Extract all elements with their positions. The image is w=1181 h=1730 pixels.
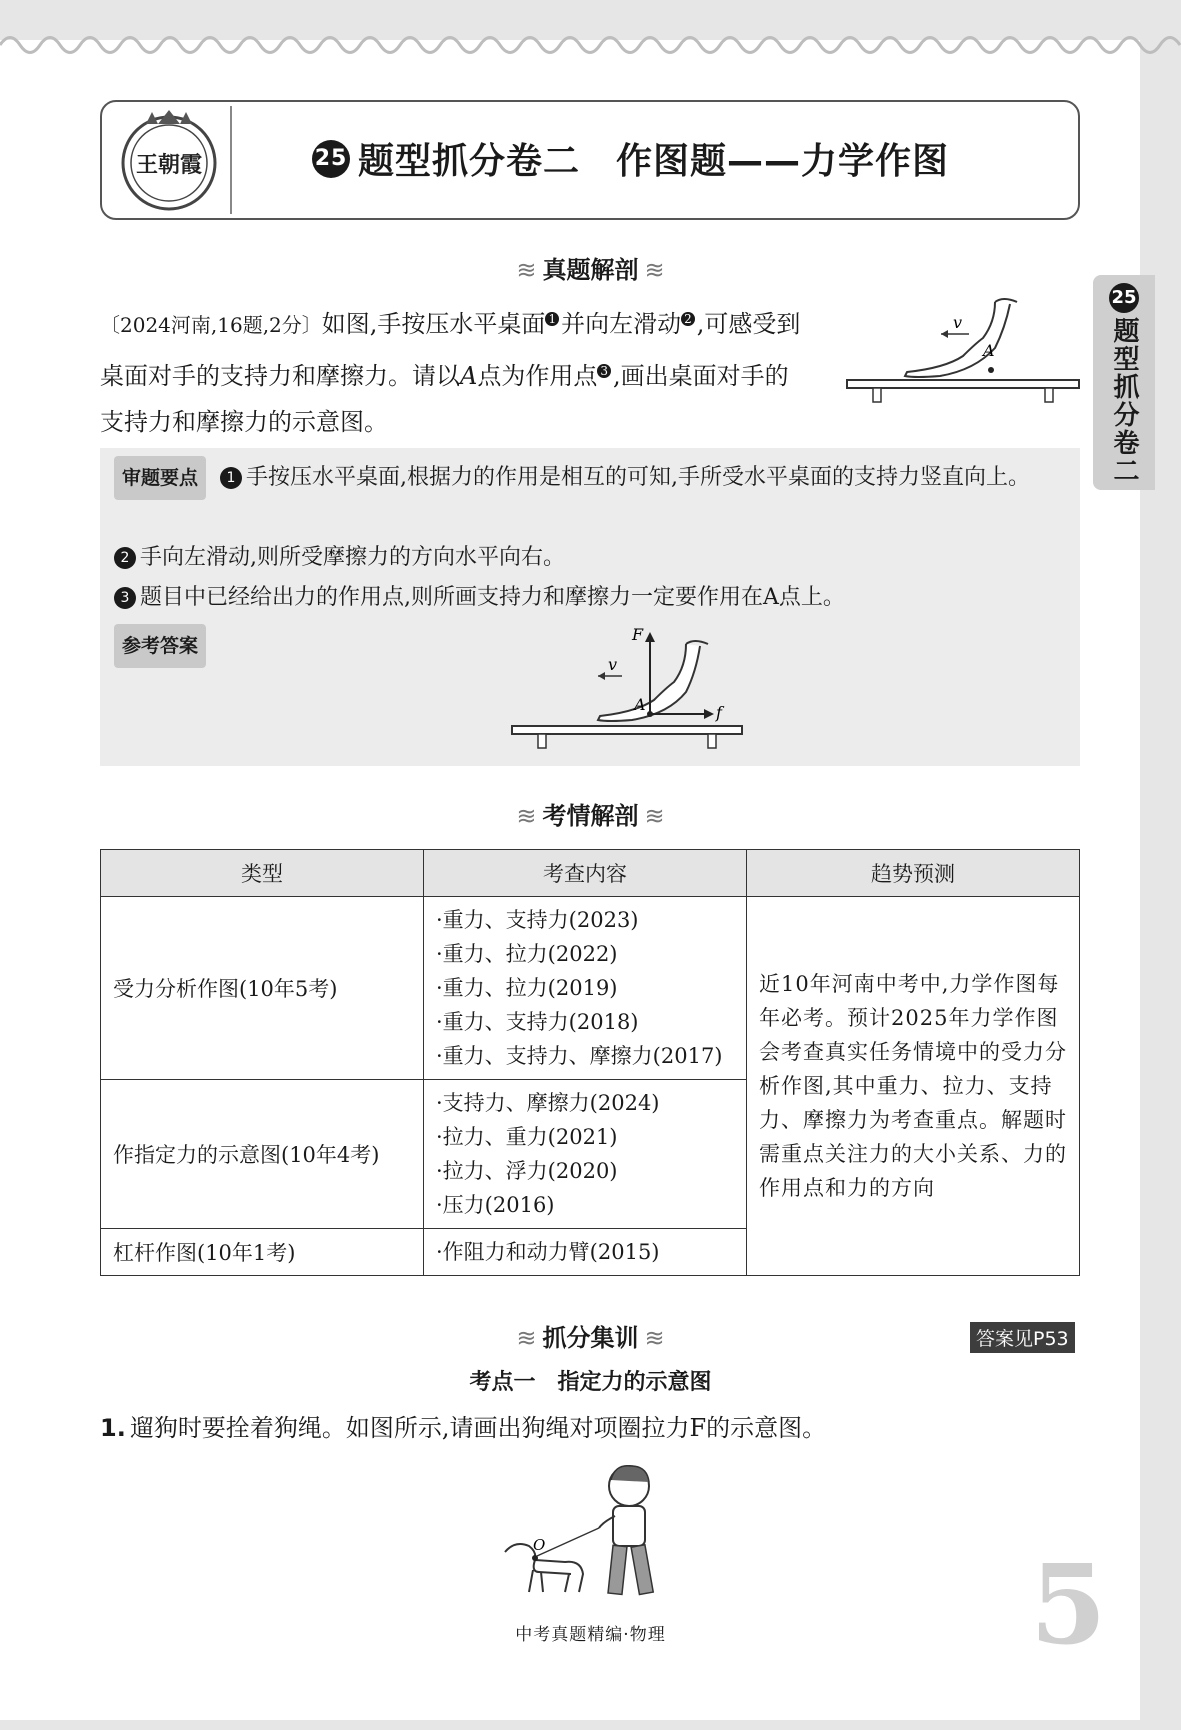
table-row [101, 897, 1080, 1080]
hand-on-table-figure [845, 298, 1085, 408]
problem-text: 〔2024河南,16题,2分〕如图,手按压水平桌面 $^1$ 并向左滑动 $^2$ ,可感受到桌面对手的支持力和摩擦力。请以A点为作用点 $^3$ ,画出桌面对手的支持力和摩擦力的示意图。 [100, 310, 801, 436]
svg-text:O: O [533, 1536, 546, 1554]
analysis-item-1: 审题要点 1 手按压水平桌面,根据力的作用是相互的可知,手所受水平桌面的支持力竖直向上。 [114, 456, 1070, 500]
question-1 [100, 1408, 826, 1448]
table-header-content: 考查内容 [424, 850, 747, 897]
svg-text:王朝霞: 王朝霞 [135, 152, 203, 178]
section-heading-training: ≋ 抓分集训 ≋ [516, 1324, 665, 1352]
title-part2: 作图题——力学作图 [616, 141, 950, 182]
table-cell-type: 受力分析作图(10年5考) [101, 897, 424, 1080]
svg-text:v: v [608, 655, 618, 674]
question-text: 遛狗时要拴着狗绳。如图所示,请画出狗绳对项圈拉力F的示意图。 [129, 1414, 827, 1442]
question-number: 1. [100, 1414, 126, 1442]
section-heading-real-exam: ≋ 真题解剖 ≋ [516, 256, 665, 284]
page-number: 5 [1030, 1540, 1107, 1669]
dog-walking-figure [495, 1460, 695, 1610]
answer-figure [510, 626, 750, 756]
wavy-border-top [0, 30, 1181, 60]
table-cell-trend: 近10年河南中考中,力学作图每年必考。预计2025年力学作图会考查真实任务情境中的受力分析作图,其中重力、拉力、支持力、摩擦力为考查重点。解题时需重点关注力的大小关系、力的作用点和力的方向 [747, 897, 1080, 1276]
table-cell-type: 作指定力的示意图(10年4考) [101, 1080, 424, 1229]
analysis-tag: 审题要点 [114, 456, 206, 500]
side-tab-label: 题型抓分卷二 [1109, 317, 1139, 485]
header-box [100, 100, 1080, 220]
analysis-box [100, 448, 1080, 766]
footer-text: 中考真题精编·物理 [515, 1625, 666, 1645]
table-cell-content: ·重力、支持力(2023) ·重力、拉力(2022) ·重力、拉力(2019) ·重力、支持力(2018) ·重力、支持力、摩擦力(2017) [424, 897, 747, 1080]
table-cell-content: ·支持力、摩擦力(2024) ·拉力、重力(2021) ·拉力、浮力(2020) ·压力(2016) [424, 1080, 747, 1229]
problem-source: 〔2024河南,16题,2分〕 [100, 313, 322, 337]
table-header-trend: 趋势预测 [747, 850, 1080, 897]
topic-heading: 考点一 指定力的示意图 [469, 1370, 712, 1395]
publisher-logo [116, 108, 222, 214]
svg-text:F: F [632, 626, 644, 644]
table-cell-content: ·作阻力和动力臂(2015) [424, 1229, 747, 1276]
answer-tag: 参考答案 [114, 624, 206, 668]
mark-1: 1 [545, 312, 559, 326]
title-number-badge: 25 [312, 140, 350, 178]
side-tab-number: 25 [1109, 283, 1139, 313]
mark-3: 3 [597, 364, 611, 378]
svg-text:A: A [983, 341, 995, 360]
side-tab [1093, 275, 1155, 490]
svg-text:v: v [953, 313, 963, 332]
title-part1: 题型抓分卷二 [358, 141, 581, 182]
table-header-row [101, 850, 1080, 897]
exam-analysis-table [100, 849, 1080, 1276]
table-cell-type: 杠杆作图(10年1考) [101, 1229, 424, 1276]
answer-reference-badge: 答案见P53 [970, 1322, 1075, 1353]
svg-text:A: A [634, 695, 646, 714]
svg-text:f: f [716, 703, 722, 722]
analysis-item-3: 3 题目中已经给出力的作用点,则所画支持力和摩擦力一定要作用在A点上。 [114, 578, 1070, 618]
header-divider [230, 106, 232, 214]
table-header-type: 类型 [101, 850, 424, 897]
section-heading-exam-analysis: ≋ 考情解剖 ≋ [516, 802, 665, 830]
page-title [312, 132, 1032, 192]
analysis-item-2: 2 手向左滑动,则所受摩擦力的方向水平向右。 [114, 538, 1070, 578]
mark-2: 2 [681, 312, 695, 326]
